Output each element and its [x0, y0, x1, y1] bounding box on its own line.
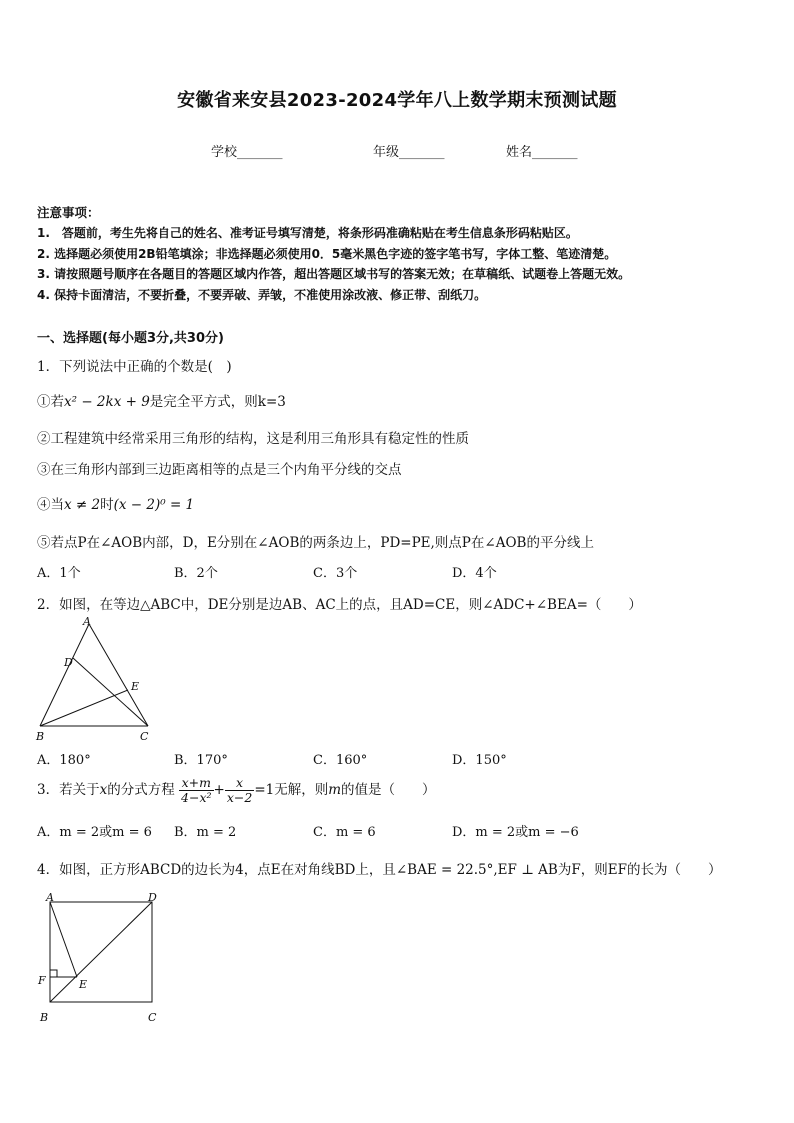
triangle-figure [30, 612, 165, 747]
option-d[interactable]: D．4个 [452, 566, 497, 581]
question-2-stem: 2．如图，在等边△ABC中，DE分别是边AB、AC上的点，且AD=CE，则∠ADC+∠BEA=（ ） [37, 597, 642, 613]
math-expr: x ≠ 2 [64, 497, 101, 513]
note-item: 1. 答题前，考生先将自己的姓名、准考证号填写清楚，将条形码准确粘贴在考生信息条形码粘贴区。 [37, 226, 578, 240]
math-expr: (x − 2)⁰ = 1 [113, 497, 195, 513]
option-b[interactable]: B．m = 2 [174, 825, 237, 840]
statement-5: ⑤若点P在∠AOB内部，D，E分别在∠AOB的两条边上，PD=PE,则点P在∠AOB的平分线上 [37, 535, 594, 551]
school-field[interactable]: 学校_______ [211, 145, 283, 160]
label-a: A [46, 891, 54, 904]
notes-heading: 注意事项： [37, 205, 100, 220]
page-title: 安徽省来安县2023-2024学年八上数学期末预测试题 [177, 90, 617, 111]
label-e: E [79, 978, 88, 991]
label-c: C [140, 730, 149, 743]
option-b[interactable]: B．170° [174, 753, 228, 768]
statement-2: ②工程建筑中经常采用三角形的结构，这是利用三角形具有稳定性的性质 [37, 431, 469, 447]
label-d: D [64, 656, 73, 669]
stem-text: 的分式方程 [107, 782, 175, 798]
fraction-denominator: 4−x² [181, 790, 212, 805]
label-c: C [148, 1011, 157, 1024]
label-d: D [148, 891, 157, 904]
label-b: B [40, 1011, 49, 1024]
label-b: B [36, 730, 45, 743]
name-field[interactable]: 姓名_______ [506, 145, 578, 160]
label-a: A [83, 615, 91, 628]
note-item: 3. 请按照题号顺序在各题目的答题区域内作答，超出答题区域书写的答案无效；在草稿纸、试题卷上答题无效。 [37, 267, 631, 281]
stem-text: 3．若关于 [37, 782, 100, 798]
statement-text: ④当 [37, 497, 64, 513]
question-3-stem [37, 776, 436, 805]
grade-field[interactable]: 年级_______ [373, 145, 445, 160]
option-a[interactable]: A．m = 2或m = 6 [37, 825, 152, 840]
statement-text: ①若 [37, 394, 64, 410]
statement-text: 时 [100, 497, 114, 513]
fraction-numerator: x+m [179, 776, 214, 791]
question-4-stem: 4．如图，正方形ABCD的边长为4，点E在对角线BD上，且∠BAE = 22.5°,EF ⊥ AB为F，则EF的长为（ ） [37, 862, 722, 878]
fraction-1 [179, 776, 214, 805]
fraction-numerator: x [225, 776, 254, 791]
option-c[interactable]: C．m = 6 [313, 825, 376, 840]
math-expr: x² − 2kx + 9 [64, 394, 150, 410]
note-item: 2. 选择题必须使用2B铅笔填涂；非选择题必须使用0．5毫米黑色字迹的签字笔书写，字体工整、笔迹清楚。 [37, 247, 617, 261]
math-op: + [213, 782, 225, 798]
statement-4 [37, 493, 194, 513]
stem-text: =1无解，则 [254, 782, 329, 798]
fraction-denominator: x−2 [226, 790, 253, 805]
option-a[interactable]: A．1个 [37, 566, 81, 581]
note-item: 4. 保持卡面清洁，不要折叠，不要弄破、弄皱，不准使用涂改液、修正带、刮纸刀。 [37, 288, 487, 302]
option-d[interactable]: D．150° [452, 753, 507, 768]
question-1-stem: 1．下列说法中正确的个数是( ) [37, 359, 232, 375]
math-var: m [328, 782, 342, 798]
square-figure [32, 890, 167, 1030]
statement-text: 是完全平方式，则k=3 [149, 394, 286, 410]
label-f: F [38, 974, 46, 987]
fraction-2 [225, 776, 254, 805]
statement-1 [37, 390, 286, 410]
option-c[interactable]: C．160° [313, 753, 368, 768]
option-a[interactable]: A．180° [37, 753, 91, 768]
label-e: E [131, 680, 140, 693]
option-d[interactable]: D．m = 2或m = −6 [452, 825, 579, 840]
section-heading: 一、选择题(每小题3分,共30分) [37, 331, 224, 346]
stem-text: 的值是（ ） [341, 782, 436, 798]
option-b[interactable]: B．2个 [174, 566, 218, 581]
option-c[interactable]: C．3个 [313, 566, 358, 581]
statement-3: ③在三角形内部到三边距离相等的点是三个内角平分线的交点 [37, 462, 402, 478]
math-var: x [99, 782, 108, 798]
